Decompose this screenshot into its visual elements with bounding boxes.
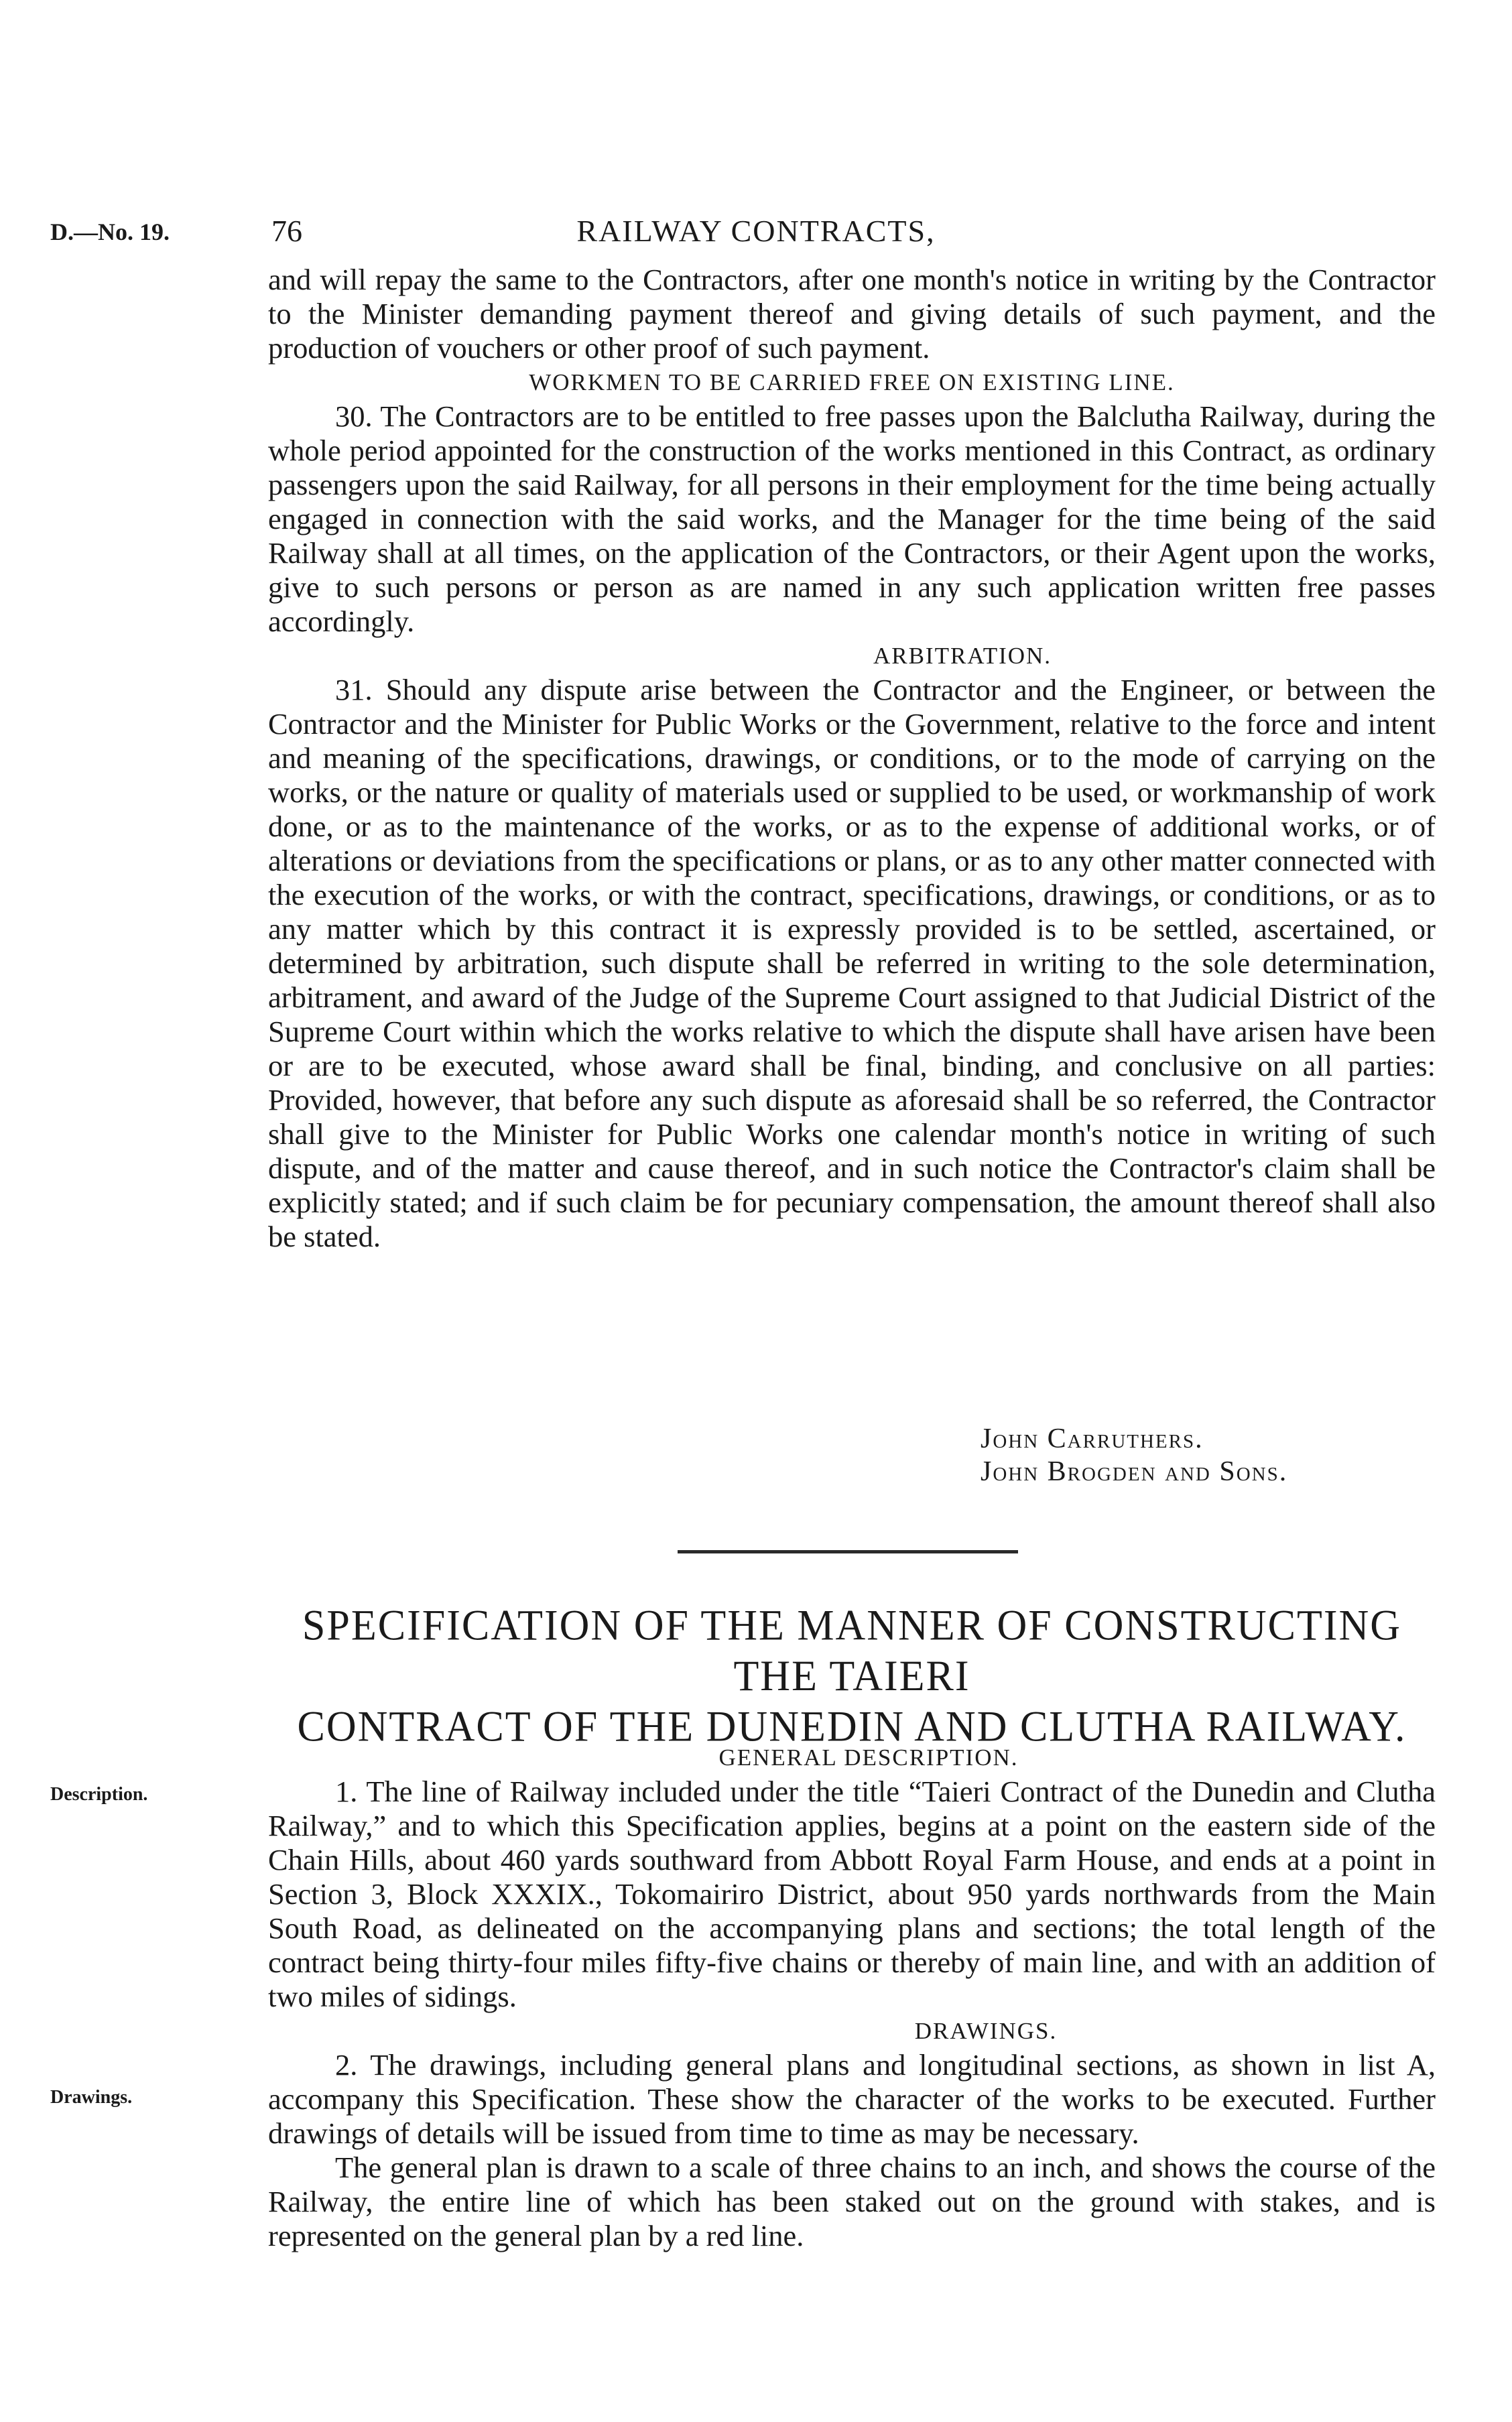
margin-note-drawings: Drawings. — [50, 2087, 133, 2108]
section-divider — [678, 1550, 1018, 1553]
heading-general-description: GENERAL DESCRIPTION. — [718, 1744, 1019, 1771]
heading-arbitration: ARBITRATION. — [873, 643, 1052, 669]
specification-title-line-1: SPECIFICATION OF THE MANNER OF CONSTRUCTING THE TAIERI — [302, 1601, 1402, 1700]
clause-30: 30. The Contractors are to be entitled to free passes upon the Balclutha Railway, during the whole period appointed for the construction of the works mentioned in this Contract, as ordinary passengers upon the said Railway, for all persons in their employment for the time being actually engaged in connection with the said works, and the Manager for the time being of the said Railway shall at all times, on the application of the Contractors, or their Agent upon the works, give to such persons or person as are named in any such application written free passes accordingly. — [268, 399, 1436, 638]
spec-clause-2: 2. The drawings, including general plans and longitudinal sections, as shown in list A, accompany this Specification. These show the character of the works to be executed. Further drawings of details will be issued from time to time as may be necessary. — [268, 2048, 1436, 2150]
clause-29-continuation: and will repay the same to the Contractors, after one month's notice in writing by the Contractor to the Minister demanding payment thereof and giving details of such payment, and the production of vouchers or other proof of such payment. — [268, 263, 1436, 365]
spec-clause-2-general-plan: The general plan is drawn to a scale of three chains to an inch, and shows the course of the Railway, the entire line of which has been staked out on the ground with stakes, and is represented on the general plan by a red line. — [268, 2151, 1436, 2252]
contract-clauses — [268, 263, 1436, 1254]
heading-workmen: WORKMEN TO BE CARRIED FREE ON EXISTING LINE. — [529, 369, 1175, 395]
specification-title-line-2: CONTRACT OF THE DUNEDIN AND CLUTHA RAILWAY. — [297, 1702, 1407, 1751]
signature-carruthers: John Carruthers. — [981, 1423, 1204, 1454]
page-number: 76 — [271, 214, 302, 248]
specification-body — [268, 1740, 1436, 2253]
running-title: RAILWAY CONTRACTS, — [576, 214, 936, 248]
spec-clause-1: 1. The line of Railway included under the title “Taieri Contract of the Dunedin and Clutha Railway,” and to which this Specification applies, begins at a point on the eastern side of the Chain Hills, about 460 yards southward from Abbott Royal Farm House, and ends at a point in Section 3, Block XXXIX., Tokomairiro District, about 950 yards northwards from the Main South Road, as delineated on the accompanying plans and sections; the total length of the contract being thirty-four miles fifty-five chains or thereby of main line, and with an addition of two miles of sidings. — [268, 1775, 1436, 2013]
document-reference: D.—No. 19. — [50, 218, 170, 245]
specification-title — [268, 1600, 1436, 1752]
heading-drawings: DRAWINGS. — [914, 2018, 1058, 2044]
margin-note-description: Description. — [50, 1784, 148, 1805]
signature-brogden: John Brogden and Sons. — [981, 1456, 1288, 1487]
clause-31: 31. Should any dispute arise between the Contractor and the Engineer, or between the Contractor and the Minister for Public Works or the Government, relative to the force and intent and meaning of the specifications, drawings, or conditions, or to the mode of carrying on the works, or the nature or quality of materials used or supplied to be used, or workmanship of work done, or as to the maintenance of the works, or as to the expense of additional works, or of alterations or deviations from the specifications or plans, or as to any other matter connected with the execution of the works, or with the contract, specifications, drawings, or conditions, or as to any matter which by this contract it is expressly provided is to be settled, ascertained, or determined by arbitration, such dispute shall be referred in writing to the sole determination, arbitrament, and award of the Judge of the Supreme Court assigned to that Judicial District of the Supreme Court within which the works relative to which the dispute shall have arisen have been or are to be executed, whose award shall be final, binding, and conclusive on all parties: Provided, however, that before any such dispute as aforesaid shall be so referred, the Contractor shall give to the Minister for Public Works one calendar month's notice in writing of such dispute, and of the matter and cause thereof, and in such notice the Contractor's claim shall be explicitly stated; and if such claim be for pecuniary compensation, the amount thereof shall also be stated. — [268, 673, 1436, 1253]
